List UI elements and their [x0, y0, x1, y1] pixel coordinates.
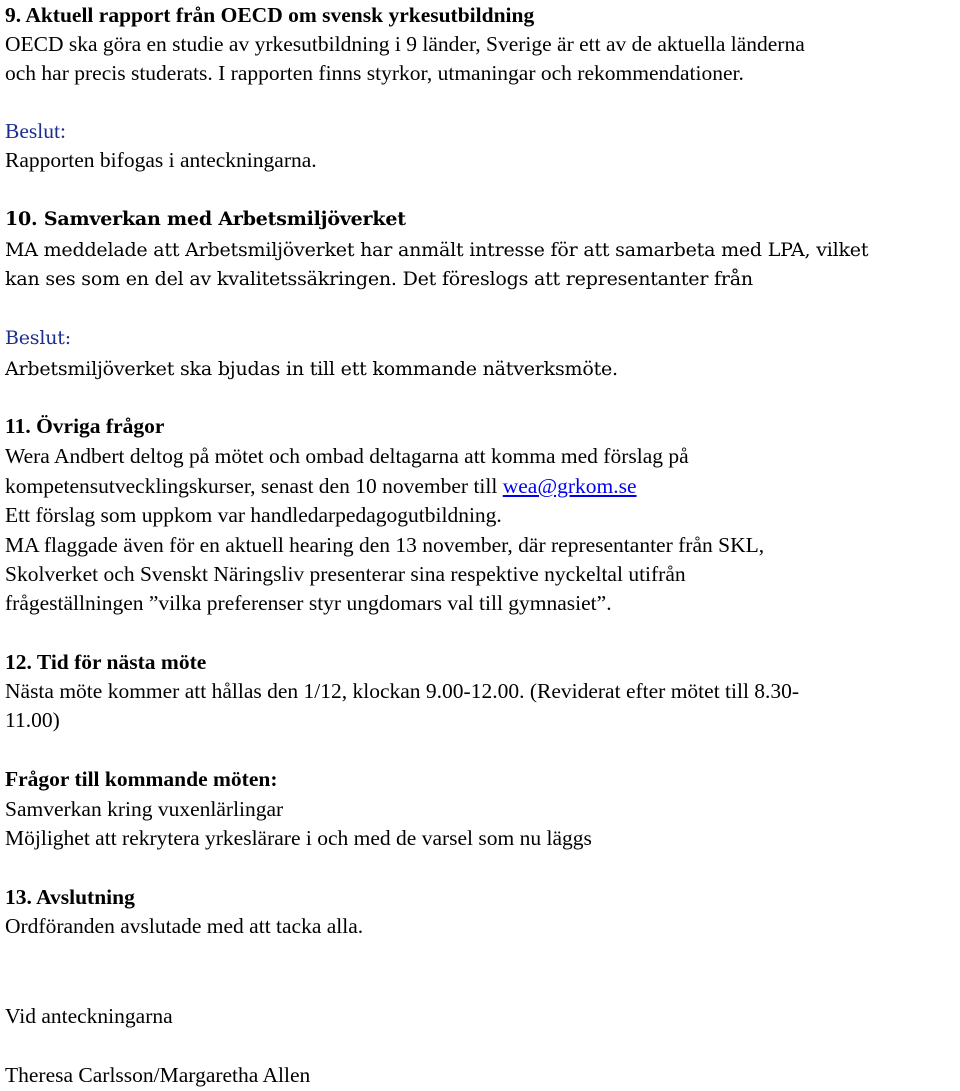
section-9-beslut-label: Beslut:: [5, 119, 66, 143]
section-11-text-line: MA flaggade även för en aktuell hearing den 13 november, där representanter från SKL,: [5, 533, 765, 557]
section-12-text-line: 11.00): [5, 708, 60, 732]
section-13-heading: 13. Avslutning: [5, 885, 135, 909]
section-10-text-line: kan ses som en del av kvalitetssäkringen. Det föreslogs att representanter från: [5, 268, 753, 290]
section-10-beslut-text: Arbetsmiljöverket ska bjudas in till ett kommande nätverksmöte.: [5, 358, 618, 380]
email-link[interactable]: wea@grkom.se: [502, 474, 637, 498]
section-11-text-line: Ett förslag som uppkom var handledarpedagogutbildning.: [5, 503, 502, 527]
section-11-text-line: Skolverket och Svenskt Näringsliv presenterar sina respektive nyckeltal utifrån: [5, 562, 686, 586]
section-10-text-line: MA meddelade att Arbetsmiljöverket har anmält intresse för att samarbeta med LPA, vilket: [5, 239, 869, 261]
section-11-text-line: [5, 472, 637, 501]
section-9-text-line: OECD ska göra en studie av yrkesutbildning i 9 länder, Sverige är ett av de aktuella länderna: [5, 32, 805, 56]
closing-note: Vid anteckningarna: [5, 1004, 173, 1028]
future-topic-item: Samverkan kring vuxenlärlingar: [5, 797, 284, 821]
section-10-beslut-label: Beslut:: [5, 327, 71, 349]
section-11-text-line: frågeställningen ”vilka preferenser styr ungdomars val till gymnasiet”.: [5, 591, 612, 615]
section-13-text-line: Ordföranden avslutade med att tacka alla.: [5, 914, 364, 938]
section-12-text-line: Nästa möte kommer att hållas den 1/12, klockan 9.00-12.00. (Reviderat efter mötet till 8.30-: [5, 679, 800, 703]
future-topic-item: Möjlighet att rekrytera yrkeslärare i och med de varsel som nu läggs: [5, 826, 592, 850]
section-11-text-line: Wera Andbert deltog på mötet och ombad deltagarna att komma med förslag på: [5, 444, 689, 468]
section-11-heading: 11. Övriga frågor: [5, 414, 165, 438]
section-12-heading: 12. Tid för nästa möte: [5, 650, 207, 674]
section-9-text-line: och har precis studerats. I rapporten finns styrkor, utmaningar och rekommendationer.: [5, 61, 744, 85]
section-9-heading: 9. Aktuell rapport från OECD om svensk yrkesutbildning: [5, 3, 535, 27]
section-9-beslut-text: Rapporten bifogas i anteckningarna.: [5, 148, 317, 172]
section-10-heading: 10. Samverkan med Arbetsmiljöverket: [5, 208, 406, 230]
section-11-deadline-text: kompetensutvecklingskurser, senast den 10 november till: [5, 474, 503, 498]
signature-names: Theresa Carlsson/Margaretha Allen: [5, 1063, 311, 1087]
future-topics-heading: Frågor till kommande möten:: [5, 767, 278, 791]
